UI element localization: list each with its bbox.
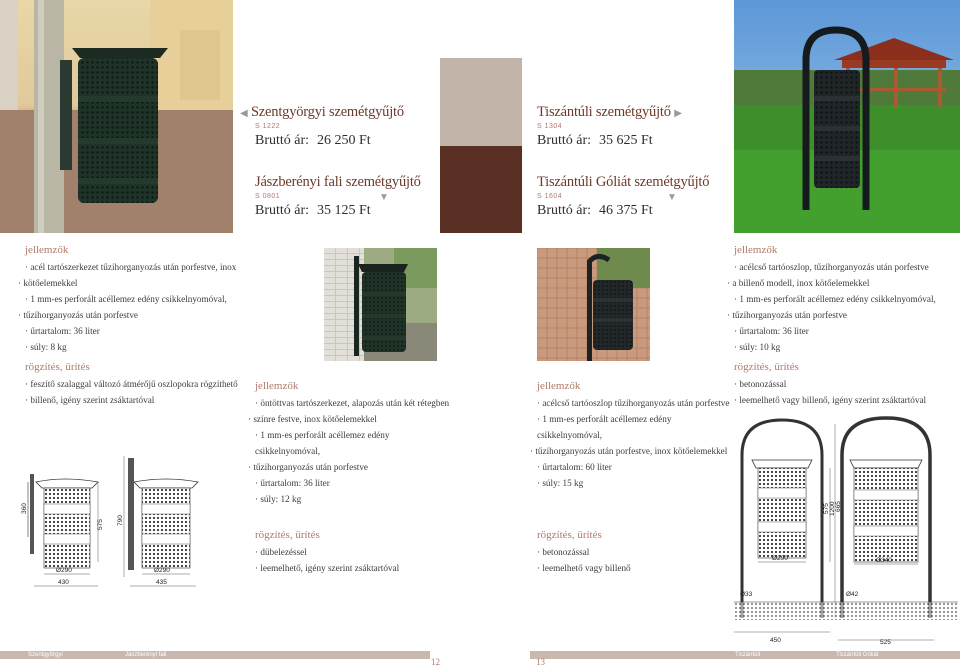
product-code: S 1304 (537, 123, 563, 130)
product-code: S 0801 ▼ (255, 192, 390, 203)
dim-label: 665 (835, 501, 842, 512)
list-item: · 1 mm-es perforált acéllemez edény csikkelnyomóval, (537, 411, 737, 443)
product-title: Tiszántúli Góliát szemétgyűjtő (537, 174, 710, 190)
list-item: · űrtartalom: 36 liter (25, 323, 250, 339)
list-item: · leemelhető vagy billenő, igény szerint zsáktartóval (734, 392, 958, 408)
page-number-right: 13 (536, 657, 545, 667)
list-item: · tűzihorganyozás után porfestve (248, 459, 455, 475)
list-item: · kötőelemekkel (18, 275, 250, 291)
dim-label: 450 (770, 637, 781, 644)
chevron-down-icon[interactable]: ▼ (667, 192, 678, 203)
list-item: · űrtartalom: 36 liter (734, 323, 958, 339)
features-list (255, 395, 455, 507)
product-price: Bruttó ár: 46 375 Ft (537, 203, 653, 218)
product-title: Jászberényi fali szemétgyűjtő (255, 174, 421, 190)
mount-list (537, 544, 737, 576)
dim-label: Ø290 (56, 567, 72, 574)
product-title: Tiszántúli szemétgyűjtő (537, 104, 671, 120)
list-item: · leemelhető vagy billenő (537, 560, 737, 576)
features-heading: jellemzők (537, 380, 581, 392)
list-item: · 1 mm-es perforált acéllemez edény csikkelnyomóval, (734, 291, 958, 307)
dim-label: 525 (880, 639, 891, 646)
mount-list (734, 376, 958, 408)
product-goliat[interactable] (537, 174, 710, 219)
list-item: · öntöttvas tartószerkezet, alapozás után két rétegben (255, 395, 455, 411)
footer-tab-goliat[interactable]: Tiszántúli Góliát (836, 652, 879, 658)
chevron-down-icon[interactable]: ▼ (379, 192, 390, 203)
specs-tiszantuli (537, 380, 737, 576)
list-item: · billenő, igény szerint zsáktartóval (25, 392, 250, 408)
list-item: · űrtartalom: 36 liter (255, 475, 455, 491)
features-heading: jellemzők (734, 244, 778, 256)
drawing-right (734, 410, 958, 648)
mount-heading: rögzítés, ürítés (25, 361, 90, 373)
list-item: · színre festve, inox kötőelemekkel (248, 411, 455, 427)
dim-label: 435 (156, 579, 167, 586)
product-title: Szentgyörgyi szemétgyűjtő (250, 104, 404, 120)
mount-heading: rögzítés, ürítés (734, 361, 799, 373)
prev-arrow-icon[interactable]: ◀ (240, 108, 248, 119)
next-arrow-icon[interactable]: ▶ (674, 108, 682, 119)
page-number-left: 12 (431, 657, 440, 667)
features-list (734, 259, 958, 355)
list-item: · súly: 8 kg (25, 339, 250, 355)
dim-label: Ø42 (846, 591, 859, 598)
features-list (537, 395, 737, 491)
dim-label: 360 (21, 503, 28, 514)
photo-goliat (734, 0, 960, 233)
dim-label: 1200 (829, 501, 836, 516)
list-item: · acélcső tartóoszlop, tűzihorganyozás után porfestve (734, 259, 958, 275)
product-price: Bruttó ár: 26 250 Ft (255, 133, 371, 148)
list-item: · betonozással (537, 544, 737, 560)
list-item: · betonozással (734, 376, 958, 392)
product-szentgyorgyi[interactable] (240, 104, 404, 149)
photo-jaszberenyi (324, 248, 437, 361)
dim-label: Ø33 (740, 591, 753, 598)
product-price: Bruttó ár: 35 625 Ft (537, 133, 653, 148)
drawing-left (20, 452, 240, 594)
list-item: · űrtartalom: 60 liter (537, 459, 737, 475)
product-tiszantuli[interactable] (537, 104, 682, 149)
specs-goliat (734, 244, 958, 408)
photo-tiszantuli (537, 248, 650, 361)
mount-heading: rögzítés, ürítés (537, 529, 602, 541)
list-item: · tűzihorganyozás után porfestve (18, 307, 250, 323)
swatch-tan (440, 58, 522, 146)
mount-heading: rögzítés, ürítés (255, 529, 320, 541)
list-item: · súly: 12 kg (255, 491, 455, 507)
list-item: · dübelezéssel (255, 544, 455, 560)
mount-list (255, 544, 455, 576)
specs-szentgyorgyi (25, 244, 250, 408)
dim-label: 430 (58, 579, 69, 586)
list-item: · súly: 10 kg (734, 339, 958, 355)
product-code: S 1222 (255, 123, 281, 130)
product-price: Bruttó ár: 35 125 Ft (255, 203, 371, 218)
photo-szentgyorgyi (0, 0, 233, 233)
features-heading: jellemzők (255, 380, 299, 392)
footer-tab-szentgyorgyi[interactable]: Szentgyörgyi (28, 652, 63, 658)
mount-list (25, 376, 250, 408)
dim-label: Ø340 (876, 557, 892, 564)
list-item: · acél tartószerkezet tűzihorganyozás után porfestve, inox (25, 259, 250, 275)
list-item: · a billenő modell, inox kötőelemekkel (727, 275, 958, 291)
list-item: · 1 mm-es perforált acéllemez edény csikkelnyomóval, (255, 427, 455, 459)
features-heading: jellemzők (25, 244, 69, 256)
footer-bar-left (0, 651, 430, 659)
product-jaszberenyi[interactable] (255, 174, 421, 219)
product-code: S 1604 ▼ (537, 192, 678, 203)
footer-tab-tiszantuli[interactable]: Tiszántúli (735, 652, 761, 658)
list-item: · leemelhető, igény szerint zsáktartóval (255, 560, 455, 576)
dim-label: Ø290 (772, 555, 788, 562)
dim-label: 790 (117, 515, 124, 526)
swatch-dark (440, 146, 522, 233)
list-item: · feszítő szalaggal változó átmérőjű oszlopokra rögzíthető (25, 376, 250, 392)
features-list (25, 259, 250, 355)
dim-label: Ø290 (154, 567, 170, 574)
list-item: · 1 mm-es perforált acéllemez edény csikkelnyomóval, (25, 291, 250, 307)
list-item: · súly: 15 kg (537, 475, 737, 491)
list-item: · tűzihorganyozás után porfestve (727, 307, 958, 323)
footer-tab-jaszberenyi[interactable]: Jászberényi fali (125, 652, 167, 658)
list-item: · tűzihorganyozás után porfestve, inox kötőelemekkel (530, 443, 737, 459)
list-item: · acélcső tartóoszlop tűzihorganyozás után porfestve (537, 395, 737, 411)
dim-label: 575 (823, 503, 830, 514)
dim-label: 575 (97, 519, 104, 530)
specs-jaszberenyi (255, 380, 455, 576)
